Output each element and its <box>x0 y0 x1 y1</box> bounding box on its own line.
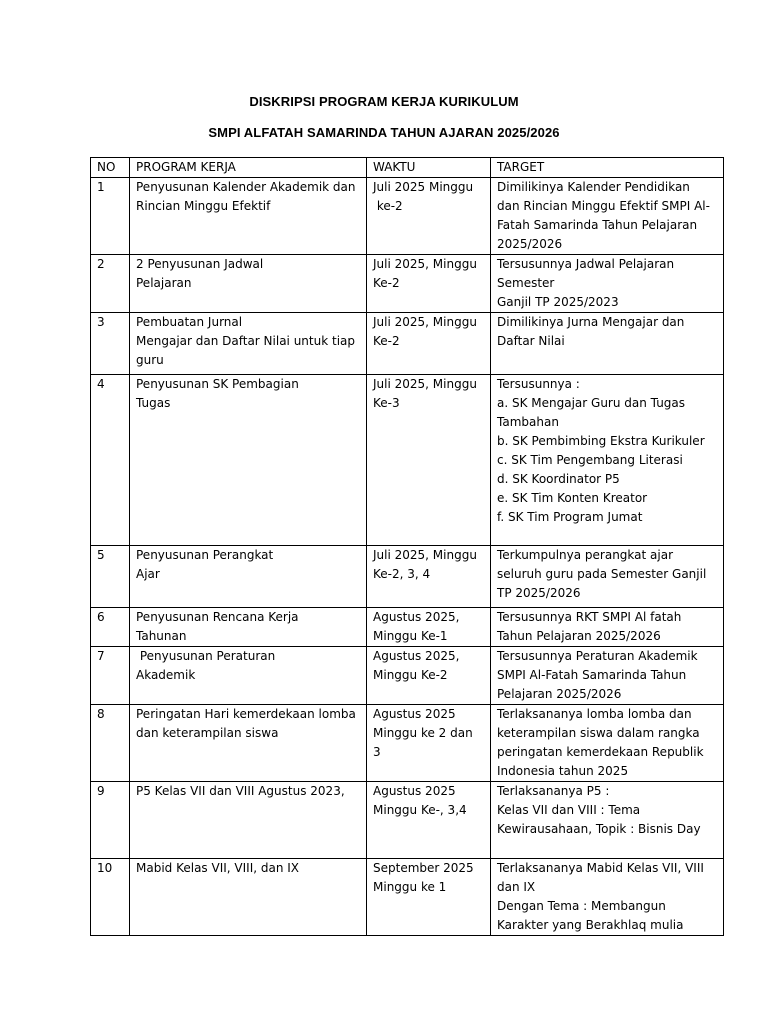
waktu-cell-line: Juli 2025, Minggu <box>373 315 477 329</box>
table-row <box>91 178 724 255</box>
target-cell <box>491 647 724 705</box>
program-cell <box>130 859 367 936</box>
target-cell <box>491 859 724 936</box>
program-cell-line: P5 Kelas VII dan VIII Agustus 2023, <box>136 784 345 798</box>
table-row <box>91 313 724 375</box>
waktu-cell-line: Agustus 2025, <box>373 649 460 663</box>
program-cell-line: Ajar <box>136 567 160 581</box>
target-cell-line: Tersusunnya Peraturan Akademik <box>497 649 698 663</box>
waktu-cell-line: Minggu Ke-1 <box>373 629 448 643</box>
waktu-cell <box>367 546 491 608</box>
target-cell <box>491 178 724 255</box>
target-cell-line: Semester <box>497 276 555 290</box>
target-cell-line: d. SK Koordinator P5 <box>497 472 620 486</box>
waktu-cell <box>367 705 491 782</box>
program-cell-line: Akademik <box>136 668 196 682</box>
row-number: 9 <box>91 782 130 859</box>
target-cell <box>491 546 724 608</box>
target-cell <box>491 782 724 859</box>
table-row <box>91 705 724 782</box>
program-cell <box>130 546 367 608</box>
target-cell <box>491 255 724 313</box>
waktu-cell <box>367 647 491 705</box>
target-cell-line: keterampilan siswa dalam rangka <box>497 726 700 740</box>
table-row <box>91 782 724 859</box>
waktu-cell <box>367 859 491 936</box>
document-title: DISKRIPSI PROGRAM KERJA KURIKULUM <box>249 94 519 109</box>
row-number: 8 <box>91 705 130 782</box>
waktu-cell-line: Minggu ke 2 dan <box>373 726 473 740</box>
target-cell-line: peringatan kemerdekaan Republik <box>497 745 704 759</box>
target-cell-line: Dengan Tema : Membangun <box>497 899 666 913</box>
waktu-cell-line: Juli 2025, Minggu <box>373 257 477 271</box>
waktu-cell-line: Agustus 2025 <box>373 707 456 721</box>
target-cell-line: Terlaksananya Mabid Kelas VII, VIII <box>497 861 704 875</box>
row-number: 6 <box>91 608 130 647</box>
waktu-cell <box>367 255 491 313</box>
target-cell-line: dan Rincian Minggu Efektif SMPI Al- <box>497 199 710 213</box>
target-cell-line: seluruh guru pada Semester Ganjil <box>497 567 707 581</box>
target-cell <box>491 608 724 647</box>
row-number: 7 <box>91 647 130 705</box>
waktu-cell-line: 3 <box>373 745 381 759</box>
waktu-cell-line: Ke-3 <box>373 396 400 410</box>
target-cell <box>491 705 724 782</box>
waktu-cell-line: Minggu Ke-2 <box>373 668 448 682</box>
target-cell-line: Fatah Samarinda Tahun Pelajaran <box>497 218 698 232</box>
target-cell-line: Terkumpulnya perangkat ajar <box>497 548 674 562</box>
waktu-cell-line: Ke-2 <box>373 276 400 290</box>
target-cell-line: Tersusunnya Jadwal Pelajaran <box>497 257 675 271</box>
target-cell-line: Tersusunnya RKT SMPI Al fatah <box>497 610 682 624</box>
row-number: 10 <box>91 859 130 936</box>
program-cell-line: Pelajaran <box>136 276 192 290</box>
target-cell-line: Kewirausahaan, Topik : Bisnis Day <box>497 822 701 836</box>
program-cell <box>130 313 367 375</box>
waktu-cell-line: Juli 2025, Minggu <box>373 377 477 391</box>
program-cell-line: Tahunan <box>136 629 187 643</box>
program-cell <box>130 375 367 546</box>
target-cell-line: Pelajaran 2025/2026 <box>497 687 622 701</box>
waktu-cell <box>367 178 491 255</box>
waktu-cell <box>367 608 491 647</box>
target-cell-line: Ganjil TP 2025/2023 <box>497 295 619 309</box>
waktu-cell-line: September 2025 <box>373 861 474 875</box>
program-cell <box>130 705 367 782</box>
target-cell <box>491 375 724 546</box>
table-body <box>91 178 724 936</box>
target-cell-line: b. SK Pembimbing Ekstra Kurikuler <box>497 434 705 448</box>
waktu-cell <box>367 782 491 859</box>
target-cell-line: a. SK Mengajar Guru dan Tugas <box>497 396 686 410</box>
waktu-cell-line: Juli 2025 Minggu <box>373 180 474 194</box>
program-cell <box>130 647 367 705</box>
target-cell-line: SMPI Al-Fatah Samarinda Tahun <box>497 668 687 682</box>
header-target: TARGET <box>491 158 724 178</box>
target-cell-line: Tahun Pelajaran 2025/2026 <box>497 629 661 643</box>
table-row <box>91 546 724 608</box>
table-row <box>91 647 724 705</box>
header-waktu: WAKTU <box>367 158 491 178</box>
program-cell <box>130 255 367 313</box>
waktu-cell-line: Agustus 2025 <box>373 784 456 798</box>
program-cell-line: guru <box>136 353 164 367</box>
waktu-cell-line: Ke-2 <box>373 334 400 348</box>
program-cell-line: Penyusunan Peraturan <box>136 649 276 663</box>
waktu-cell-line: ke-2 <box>373 199 403 213</box>
target-cell-line: e. SK Tim Konten Kreator <box>497 491 648 505</box>
table-row <box>91 375 724 546</box>
target-cell-line: Kelas VII dan VIII : Tema <box>497 803 641 817</box>
target-cell-line: Terlaksananya lomba lomba dan <box>497 707 692 721</box>
target-cell-line: Terlaksananya P5 : <box>497 784 610 798</box>
row-number: 4 <box>91 375 130 546</box>
program-cell-line: Penyusunan Kalender Akademik dan <box>136 180 356 194</box>
program-cell-line: dan keterampilan siswa <box>136 726 279 740</box>
program-cell-line: Mengajar dan Daftar Nilai untuk tiap <box>136 334 355 348</box>
target-cell-line: Indonesia tahun 2025 <box>497 764 629 778</box>
row-number: 5 <box>91 546 130 608</box>
header-program: PROGRAM KERJA <box>130 158 367 178</box>
target-cell-line: Dimilikinya Jurna Mengajar dan <box>497 315 685 329</box>
header-no: NO <box>91 158 130 178</box>
table-row <box>91 255 724 313</box>
table-row <box>91 859 724 936</box>
target-cell-line: f. SK Tim Program Jumat <box>497 510 643 524</box>
program-cell-line: Mabid Kelas VII, VIII, dan IX <box>136 861 300 875</box>
target-cell-line: 2025/2026 <box>497 237 563 251</box>
waktu-cell-line: Agustus 2025, <box>373 610 460 624</box>
program-cell <box>130 782 367 859</box>
target-cell-line: Tambahan <box>497 415 559 429</box>
row-number: 1 <box>91 178 130 255</box>
target-cell-line: Karakter yang Berakhlaq mulia <box>497 918 684 932</box>
waktu-cell-line: Minggu ke 1 <box>373 880 447 894</box>
waktu-cell <box>367 375 491 546</box>
program-table <box>90 157 724 936</box>
target-cell-line: TP 2025/2026 <box>497 586 581 600</box>
row-number: 3 <box>91 313 130 375</box>
waktu-cell-line: Minggu Ke-, 3,4 <box>373 803 467 817</box>
waktu-cell-line: Ke-2, 3, 4 <box>373 567 431 581</box>
target-cell-line: c. SK Tim Pengembang Literasi <box>497 453 683 467</box>
target-cell-line: Tersusunnya : <box>497 377 580 391</box>
document-subtitle: SMPI ALFATAH SAMARINDA TAHUN AJARAN 2025/2026 <box>208 125 560 140</box>
program-cell-line: Pembuatan Jurnal <box>136 315 243 329</box>
program-cell-line: Tugas <box>136 396 171 410</box>
program-cell-line: Penyusunan Rencana Kerja <box>136 610 299 624</box>
target-cell <box>491 313 724 375</box>
program-cell-line: Peringatan Hari kemerdekaan lomba <box>136 707 356 721</box>
program-cell <box>130 178 367 255</box>
program-cell-line: 2 Penyusunan Jadwal <box>136 257 264 271</box>
table-header-row <box>91 158 724 178</box>
program-cell-line: Rincian Minggu Efektif <box>136 199 271 213</box>
target-cell-line: Daftar Nilai <box>497 334 565 348</box>
table-row <box>91 608 724 647</box>
program-cell <box>130 608 367 647</box>
target-cell-line: dan IX <box>497 880 536 894</box>
program-cell-line: Penyusunan SK Pembagian <box>136 377 299 391</box>
target-cell-line: Dimilikinya Kalender Pendidikan <box>497 180 690 194</box>
waktu-cell <box>367 313 491 375</box>
program-cell-line: Penyusunan Perangkat <box>136 548 274 562</box>
row-number: 2 <box>91 255 130 313</box>
waktu-cell-line: Juli 2025, Minggu <box>373 548 477 562</box>
